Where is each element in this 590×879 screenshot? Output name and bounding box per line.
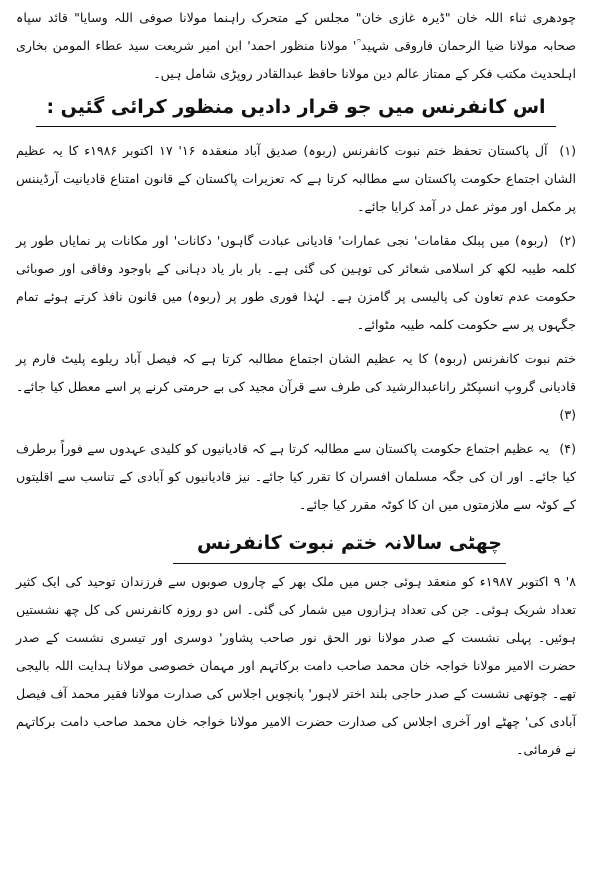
resolution-item: [16, 227, 576, 339]
intro-paragraph: چودھری ثناء اللہ خان "ڈیرہ غازی خان" مجلس کے متحرک راہنما مولانا صوفی اللہ وسایا" قائد سپاہ صحابہ مولانا ضیا الرحمان فاروقی شہید ؒ' مولانا منظور احمد' ابن امیر شریعت سید عطاء المومن بخاری اہلحدیث مکتب فکر کے ممتاز عالم دین مولانا حافظ عبدالقادر روپڑی شامل ہیں۔: [16, 10, 576, 81]
resolution-text: (ربوہ) میں پبلک مقامات' نجی عمارات' قادیانی عبادت گاہوں' دکانات' اور مکانات پر نمایاں طور پر کلمہ طیبہ لکھ کر اسلامی شعائر کی توہین کی گئی ہے۔ بار بار یاد دہانی کے باوجود وفاقی اور صوبائی حکومت عدم تعاون کی پالیسی پر گامزن ہے۔ لہٰذا فوری طور پر (ربوہ) میں قانون نافذ کرتے ہوئے تمام جگہوں پر سے حکومت کلمہ طیبہ مٹوائے۔: [16, 233, 576, 332]
resolution-text: یہ عظیم اجتماع حکومت پاکستان سے مطالبہ کرتا ہے کہ قادیانیوں کو کلیدی عہدوں سے فوراً برطرف کیا جائے۔ اور ان کی جگہ مسلمان افسران کا تقرر کیا جائے۔ نیز قادیانیوں کو آبادی کے تناسب سے اقلیتوں کے کوٹہ سے ملازمتوں میں ان کا کوٹہ مقرر کیا جائے۔: [16, 441, 576, 512]
resolution-number: (۱): [559, 143, 576, 158]
resolution-number: (۳): [559, 407, 576, 422]
resolution-text: ختم نبوت کانفرنس (ربوہ) کا یہ عظیم الشان اجتماع مطالبہ کرتا ہے کہ فیصل آباد ریلوے پلیٹ فارم پر قادیانی گروپ انسپکٹر راناعبدالرشید کی طرف سے قرآن مجید کی بے حرمتی کرنے پر اسے معطل کیا جائے۔: [16, 351, 576, 394]
resolution-item: [16, 137, 576, 221]
resolutions-heading: [16, 90, 576, 127]
conference-heading-text: چھٹی سالانہ ختم نبوت کانفرنس: [173, 525, 506, 564]
resolution-item: [16, 435, 576, 519]
resolution-number: (۲): [559, 233, 576, 248]
resolution-number: (۴): [559, 441, 576, 456]
resolutions-heading-text: اس کانفرنس میں جو قرار دادیں منظور کرائی گئیں :: [36, 90, 555, 127]
resolution-text: آل پاکستان تحفظ ختم نبوت کانفرنس (ربوہ) صدیق آباد منعقدہ ۱۶' ۱۷ اکتوبر ۱۹۸۶ء کا یہ عظیم الشان اجتماع حکومت پاکستان سے مطالبہ کرتا ہے کہ تعزیرات پاکستان کے قانون امتناع قادیانیت آرڈیننس پر مکمل اور موثر عمل در آمد کرایا جائے۔: [16, 143, 576, 214]
conference-heading: [16, 525, 506, 564]
conference-paragraph: ۸' ۹ اکتوبر ۱۹۸۷ء کو منعقد ہوئی جس میں ملک بھر کے چاروں صوبوں سے فرزندان توحید کی ایک کثیر تعداد شریک ہوئی۔ جن کی تعداد ہزاروں میں شمار کی گئی۔ اس دو روزہ کانفرنس کی کل چھ نشستیں ہوئیں۔ پہلی نشست کے صدر مولانا نور الحق نور صاحب پشاور' دوسری اور تیسری نشست کے صدر حضرت الامیر مولانا خواجہ خان محمد صاحب دامت برکاتہم اور مہمان خصوصی مولانا ہدایت اللہ بالیجی تھے۔ چوتھی نشست کے صدر حاجی بلند اختر لاہور' پانچویں اجلاس کی صدارت مولانا فقیر محمد آف فیصل آبادی کی' چھٹے اور آخری اجلاس کی صدارت حضرت الامیر مولانا خواجہ خان محمد صاحب دامت برکاتہم نے فرمائی۔: [16, 574, 577, 757]
resolution-item: [16, 345, 576, 429]
